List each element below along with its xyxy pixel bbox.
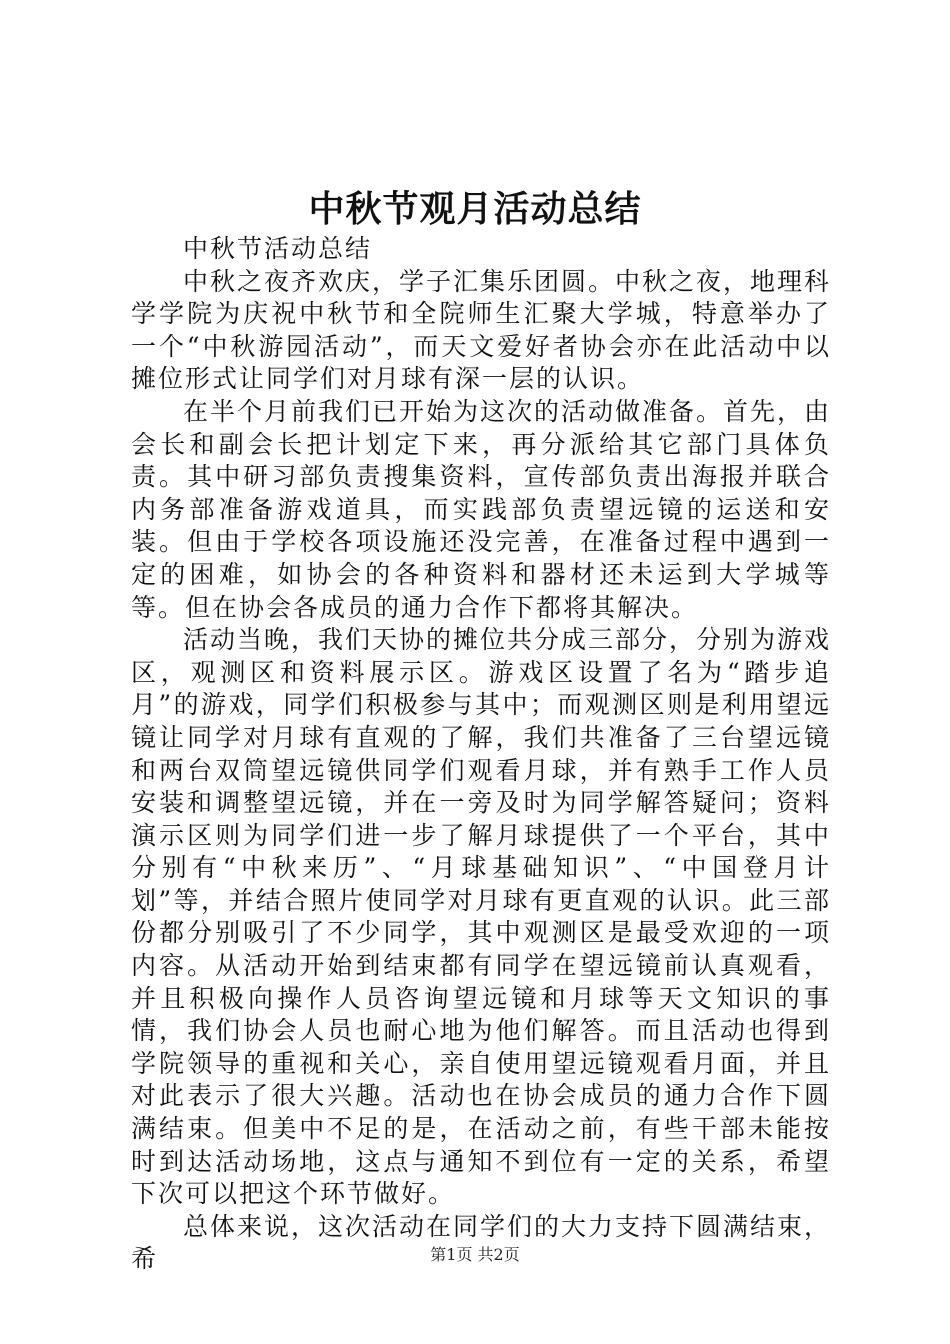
paragraph: 在半个月前我们已开始为这次的活动做准备。首先，由会长和副会长把计划定下来，再分派给其它部门具体负责。其中研习部负责搜集资料，宣传部负责出海报并联合内务部准备游戏道具，而实践部负责望远镜的运送和安装。但由于学校各项设施还没完善，在准备过程中遇到一定的困难，如协会的各种资料和器材还未运到大学城等等。但在协会各成员的通力合作下都将其解决。 — [131, 396, 832, 622]
paragraph: 中秋之夜齐欢庆，学子汇集乐团圆。中秋之夜，地理科学学院为庆祝中秋节和全院师生汇聚大学城，特意举办了一个“中秋游园活动”，而天文爱好者协会亦在此活动中以摊位形式让同学们对月球有深一层的认识。 — [131, 266, 832, 394]
page-number-footer: 第1页 共2页 — [430, 1245, 520, 1264]
document-title: 中秋节观月活动总结 — [308, 188, 642, 230]
paragraph: 总体来说，这次活动在同学们的大力支持下圆满结束，希 — [131, 1211, 832, 1274]
document-body — [131, 233, 831, 1276]
paragraph: 活动当晚，我们天协的摊位共分成三部分，分别为游戏区，观测区和资料展示区。游戏区设置了名为“踏步追月”的游戏，同学们积极参与其中；而观测区则是利用望远镜让同学对月球有直观的了解，我们共准备了三台望远镜和两台双筒望远镜供同学们观看月球，并有熟手工作人员安装和调整望远镜，并在一旁及时为同学解答疑问；资料演示区则为同学们进一步了解月球提供了一个平台，其中分别有“中秋来历”、“月球基础知识”、“中国登月计划”等，并结合照片使同学对月球有更直观的认识。此三部份都分别吸引了不少同学，其中观测区是最受欢迎的一项内容。从活动开始到结束都有同学在望远镜前认真观看，并且积极向操作人员咨询望远镜和月球等天文知识的事情，我们协会人员也耐心地为他们解答。而且活动也得到学院领导的重视和关心，亲自使用望远镜观看月面，并且对此表示了很大兴趣。活动也在协会成员的通力合作下圆满结束。但美中不足的是，在活动之前，有些干部未能按时到达活动场地，这点与通知不到位有一定的关系，希望下次可以把这个环节做好。 — [131, 625, 832, 1209]
paragraph-subtitle: 中秋节活动总结 — [183, 234, 373, 263]
